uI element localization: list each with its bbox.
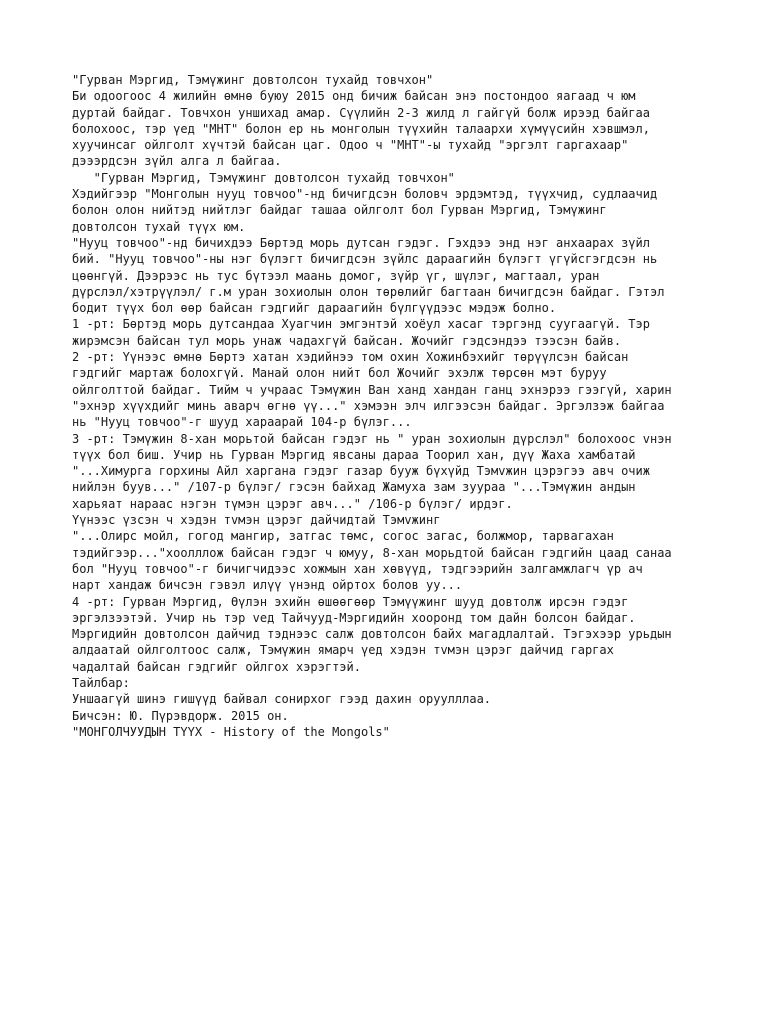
document-body	[72, 72, 732, 740]
text-line: жирэмсэн байсан тул морь унаж чадахгүй байсан. Жочийг гэдсэндээ тээсэн байв.	[72, 333, 622, 348]
text-line: болохоос, тэр үед "МНТ" болон ер нь монголын түүхийн талаархи хүмүүсийн хэвшмэл,	[72, 121, 650, 136]
text-line: бол "Нууц товчоо"-г бичигчидээс хожмын хан хөвүүд, тэдгээрийн залгамжлагч үр ач	[72, 561, 643, 576]
text-line: нарт хандаж бичсэн гэвэл илүү үнэнд ойртох болов уу...	[72, 578, 463, 593]
text-line: алдаатай ойлголтоос салж, Тэмүжин ямарч үед хэдэн тvмэн цэрэг дайчид гаргах	[72, 643, 614, 658]
text-line: "...Олирс мойл, гогод мангир, затгас төмс, согос загас, болжмор, тарвагахан	[72, 529, 614, 544]
text-line: "Нууц товчоо"-нд бичихдээ Бөртэд морь дутсан гэдэг. Гэхдээ энд нэг анхаарах зүйл	[72, 235, 650, 250]
text-line: дуртай байдаг. Товчхон уншихад амар. Сүүлийн 2-3 жилд л гайгүй болж ирээд байгаа	[72, 105, 650, 120]
text-line: нийлэн буув..." /107-р бүлэг/ гэсэн байхад Жамуха зам зуураа "...Тэмүжин андын	[72, 480, 636, 495]
text-line: тэдийгээр..."хоолллож байсан гэдэг ч юмуу, 8-хан морьдтой байсан гэдгийн цаад санаа	[72, 545, 672, 560]
text-line: Мэргидийн довтолсон дайчид тэднээс салж довтолсон байх магадлалтай. Тэгэхээр урьдын	[72, 627, 672, 642]
note-text: Уншаагүй шинэ гишүүд байвал сонирхог гээд дахин оруулллаа.	[72, 692, 492, 707]
text-line: харьяат нараас нэгэн түмэн цэрэг авч..." /106-р бүлэг/ ирдэг.	[72, 496, 513, 511]
text-line: бодит түүх бол өөр байсан гэдгийг дараагийн бүлгүүдээс мэдэж болно.	[72, 301, 557, 316]
document-title: "Гурван Мэргид, Тэмүжинг довтолсон тухайд товчхон"	[72, 73, 434, 87]
text-line: чадалтай байсан гэдгийг ойлгох хэрэгтэй.	[72, 659, 361, 674]
text-line: "...Химурга горхины Айл харгана гэдэг газар бууж бүхүйд Тэмvжин цэрэгээ авч очиж	[72, 464, 650, 479]
text-line: хуучинсаг ойлголт хүчтэй байсан цаг. Одоо ч "МНТ"-ы тухайд "эргэлт гаргахаар"	[72, 138, 629, 153]
text-line: ойлголттой байдаг. Тийм ч учраас Тэмүжин Ван ханд хандан ганц эхнэрээ гээгүй, харин	[72, 382, 672, 397]
text-line: эргэлзээтэй. Учир нь тэр vед Тайчууд-Мэргидийн хооронд том дайн болсон байдаг.	[72, 610, 636, 625]
section-heading: "Гурван Мэргид, Тэмүжинг довтолсон тухайд товчхон"	[72, 170, 455, 185]
text-line: дэээрдсэн зүйл алга л байгаа.	[72, 154, 282, 169]
text-line: довтолсон тухай түүх юм.	[72, 219, 246, 234]
text-line: болон олон нийтэд нийтлэг байдаг ташаа ойлголт бол Гурван Мэргид, Тэмүжинг	[72, 203, 607, 218]
text-line: 1 -рт: Бөртэд морь дутсандаа Хуагчин эмгэнтэй хоёул хасаг тэргэнд суугаагүй. Тэр	[72, 317, 650, 332]
note-label: Тайлбар:	[72, 675, 130, 690]
text-line: гэдгийг мартаж болохгүй. Манай олон нийт бол Жочийг эхэлж төрсөн мэт буруу	[72, 366, 607, 381]
text-line: дүрслэл/хэтрүүлэл/ г.м уран зохиолын олон төрөлийг багтаан бичигдсэн байдаг. Гэтэл	[72, 284, 665, 299]
text-line: бий. "Нууц товчоо"-ны нэг бүлэгт бичигдсэн зүйлс дараагийн бүлэгт үгүйсгэгдсэн нь	[72, 252, 658, 267]
text-line: 3 -рт: Тэмүжин 8-хан морьтой байсан гэдэг нь " уран зохиолын дүрслэл" болохоос vнэн	[72, 431, 672, 446]
source-line: "МОНГОЛЧУУДЫН ТҮҮХ - History of the Mongols"	[72, 724, 390, 739]
text-line: Би одоогоос 4 жилийн өмнө буюу 2015 онд бичиж байсан энэ постондоо яагаад ч юм	[72, 89, 636, 104]
text-line: Хэдийгээр "Монголын нууц товчоо"-нд бичигдсэн боловч эрдэмтэд, түүхчид, судлаачид	[72, 187, 658, 202]
text-line: нь "Нууц товчоо"-г шууд хараарай 104-р бүлэг...	[72, 415, 412, 430]
text-line: 2 -рт: Үүнээс өмнө Бөртэ хатан хэдийнээ том охин Хожинбэхийг төрүүлсэн байсан	[72, 350, 629, 365]
text-line: 4 -рт: Гурван Мэргид, Өүлэн эхийн өшөөгөөр Тэмүүжинг шууд довтолж ирсэн гэдэг	[72, 594, 629, 609]
text-line: түүх бол биш. Учир нь Гурван Мэргид явсаны дараа Тоорил хан, дүү Жаха хамбатай	[72, 447, 636, 462]
text-line: Үүнээс үзсэн ч хэдэн тvмэн цэрэг дайчидтай Тэмvжинг	[72, 513, 441, 528]
text-line: цөөнгүй. Дээрээс нь тус бүтээл маань домог, зүйр үг, шүлэг, магтаал, уран	[72, 268, 600, 283]
text-line: "эхнэр хүүхдийг минь аварч өгнө үү..." хэмээн элч илгээсэн байдаг. Эргэлзэж байгаа	[72, 398, 665, 413]
author-line: Бичсэн: Ю. Пүрэвдорж. 2015 он.	[72, 708, 289, 723]
